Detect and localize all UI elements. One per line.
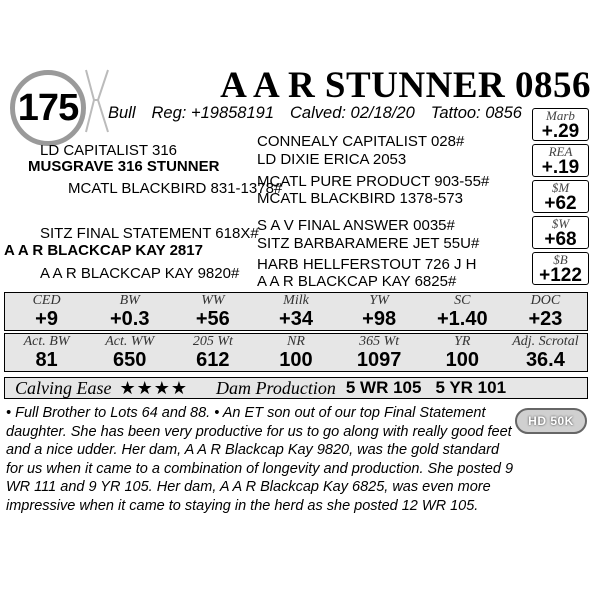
actuals-value-row: [5, 349, 587, 371]
hd50k-badge: HD 50K: [515, 408, 587, 434]
epd-value: +1.40: [436, 308, 488, 330]
epd-label: DOC: [530, 293, 561, 308]
index-dollar-m: [532, 180, 589, 213]
epd-label: YW: [369, 293, 389, 308]
calving-dam-bar: [4, 377, 588, 399]
sire-dam: MCATL BLACKBIRD 831-1378#: [68, 180, 283, 197]
index-value: +122: [539, 265, 582, 286]
epd-table: [4, 292, 588, 331]
index-value: +.19: [541, 157, 580, 178]
sire-dam-sire: MCATL PURE PRODUCT 903-55#: [257, 173, 490, 190]
dam-dam: A A R BLACKCAP KAY 9820#: [40, 265, 240, 282]
sire-sire-dam: LD DIXIE ERICA 2053: [257, 151, 407, 168]
actual-value: 100: [445, 349, 479, 371]
index-dollar-w: [532, 216, 589, 249]
registration-number: Reg: +19858191: [151, 104, 275, 122]
epd-value: +56: [195, 308, 230, 330]
actual-label: YR: [454, 334, 471, 349]
index-label: Marb: [546, 108, 575, 123]
actual-label: Act. WW: [105, 334, 155, 349]
calved-date: Calved: 02/18/20: [290, 104, 415, 122]
epd-label: SC: [454, 293, 471, 308]
calving-ease-stars: ★★★★: [119, 377, 189, 398]
index-label: $W: [551, 216, 570, 231]
actual-value: 81: [35, 349, 58, 371]
epd-value-row: [5, 308, 587, 330]
index-dollar-b: [532, 252, 589, 285]
sire-sire: LD CAPITALIST 316: [40, 142, 178, 159]
index-label: $M: [551, 180, 570, 195]
actual-value: 612: [196, 349, 230, 371]
epd-label: WW: [201, 293, 225, 308]
dam-dam-sire: HARB HELLFERSTOUT 726 J H: [257, 256, 477, 273]
calving-ease-label: Calving Ease: [15, 377, 112, 398]
epd-value: +9: [35, 308, 58, 330]
dam-sire: SITZ FINAL STATEMENT 618X#: [40, 225, 259, 242]
dam-production-label: Dam Production: [216, 377, 336, 398]
actual-value: 650: [113, 349, 147, 371]
index-value: +.29: [541, 121, 580, 142]
dam-dam-dam: A A R BLACKCAP KAY 6825#: [257, 273, 457, 290]
actual-value: 1097: [356, 349, 402, 371]
sex: Bull: [108, 104, 136, 122]
epd-label-row: [5, 293, 587, 308]
sire-sire-sire: CONNEALY CAPITALIST 028#: [257, 133, 465, 150]
epd-value: +0.3: [109, 308, 150, 330]
actual-value: 36.4: [525, 349, 565, 371]
epd-label: CED: [32, 293, 61, 308]
actual-label: 205 Wt: [192, 334, 233, 349]
lot-notes: • Full Brother to Lots 64 and 88. • An ET son out of our top Final Statement daughter. She has been very productive for us to go along with really good feet and a nice udder. Her dam, A A R Blackcap Kay 9820, was the gold standard for us when it came to a combination of longevity and production. She posted 9 WR 111 and 9 YR 105. Her dam, A A R Blackcap Kay 6825, was even more impressive when it came to staying in the herd as she posted 12 WR 105.: [6, 405, 514, 514]
actual-label: NR: [287, 334, 305, 349]
tattoo: Tattoo: 0856: [430, 104, 522, 122]
index-value: +62: [544, 193, 577, 214]
sire: MUSGRAVE 316 STUNNER: [28, 158, 220, 175]
dam-sire-dam: SITZ BARBARAMERE JET 55U#: [257, 235, 480, 252]
dam: A A R BLACKCAP KAY 2817: [4, 242, 203, 259]
actuals-label-row: [5, 334, 587, 349]
index-marb: [532, 108, 589, 141]
animal-info-line: [108, 104, 522, 123]
actual-value: 100: [279, 349, 313, 371]
index-rea: [532, 144, 589, 177]
epd-label: Milk: [283, 293, 309, 308]
actual-label: 365 Wt: [359, 334, 400, 349]
dam-sire-sire: S A V FINAL ANSWER 0035#: [257, 217, 455, 234]
dam-production-wr: 5 WR 105: [345, 378, 422, 397]
epd-value: +23: [528, 308, 563, 330]
epd-label: BW: [119, 293, 140, 308]
lot-number: 175: [17, 86, 79, 129]
actual-label: Act. BW: [23, 334, 70, 349]
sire-dam-dam: MCATL BLACKBIRD 1378-573: [257, 190, 463, 207]
animal-name: A A R STUNNER 0856: [220, 65, 591, 106]
index-value: +68: [544, 229, 577, 250]
actuals-table: [4, 333, 588, 372]
epd-value: +98: [362, 308, 397, 330]
index-label: REA: [548, 144, 573, 159]
dam-production-yr: 5 YR 101: [435, 378, 507, 397]
actual-label: Adj. Scrotal: [512, 334, 579, 349]
ranch-logo-icon: [82, 66, 112, 136]
epd-value: +34: [279, 308, 313, 330]
index-label: $B: [553, 252, 568, 267]
